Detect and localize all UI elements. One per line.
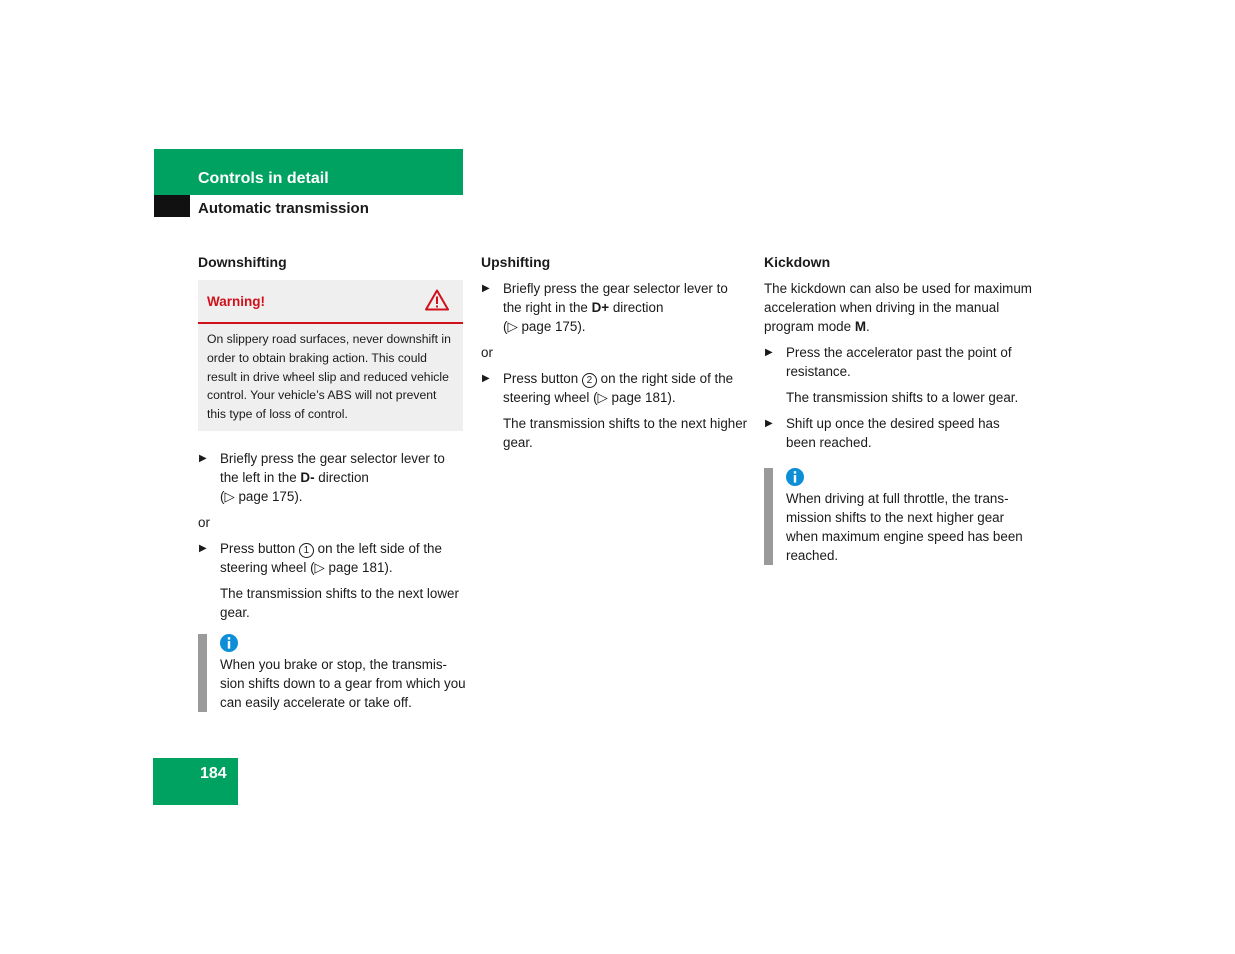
program-mode: M bbox=[854, 319, 866, 334]
result-text: The transmission shifts to the next lower gear. bbox=[220, 585, 459, 620]
list-item: ▶ Press button 2 on the right side of the steering wheel (▷ page 181). bbox=[482, 371, 734, 405]
or-text: or bbox=[198, 514, 210, 530]
column-downshifting bbox=[198, 252, 466, 712]
info-text: When driving at full throttle, the trans-mission shifts to the next higher gear when maximum engine speed has been reached. bbox=[786, 491, 1023, 563]
list-item: ▶ Shift up once the desired speed has been reached. bbox=[765, 416, 1000, 450]
or-text: or bbox=[481, 345, 493, 360]
info-bar bbox=[764, 468, 773, 565]
bullet-arrow-icon: ▶ bbox=[765, 418, 773, 429]
subsection-title: Automatic transmission bbox=[198, 200, 369, 217]
list-item: ▶ Press button 1 on the left side of the steering wheel (▷ page 181). bbox=[199, 540, 442, 575]
gear-direction: D- bbox=[300, 469, 315, 485]
button-number-badge: 1 bbox=[299, 543, 314, 558]
info-box bbox=[764, 468, 1032, 565]
list-item: ▶ Press the accelerator past the point of resistance. bbox=[765, 345, 1012, 379]
warning-header bbox=[198, 280, 463, 324]
gear-direction: D+ bbox=[591, 300, 610, 315]
section-title: Controls in detail bbox=[198, 170, 329, 187]
upshifting-heading: Upshifting bbox=[481, 254, 551, 270]
info-icon bbox=[220, 634, 238, 652]
button-number-badge: 2 bbox=[582, 373, 597, 388]
bullet-arrow-icon: ▶ bbox=[199, 542, 207, 554]
list-item: ▶ Briefly press the gear selector lever to the right in the D+ direction (▷ page 175). bbox=[482, 281, 728, 334]
bullet-arrow-icon: ▶ bbox=[765, 347, 773, 358]
page-number: 184 bbox=[200, 765, 227, 782]
column-kickdown bbox=[764, 252, 1032, 565]
info-box bbox=[198, 634, 466, 712]
bullet-arrow-icon: ▶ bbox=[482, 283, 490, 294]
section-marker bbox=[154, 195, 190, 217]
result-text: The transmission shifts to the next higher gear. bbox=[503, 416, 748, 450]
info-text: When you brake or stop, the transmis-sion shifts down to a gear from which you can easily accelerate or take off. bbox=[220, 656, 466, 710]
downshifting-heading: Downshifting bbox=[198, 254, 287, 270]
kickdown-intro: The kickdown can also be used for maximum acceleration when driving in the manual program mode M. bbox=[764, 281, 1032, 334]
kickdown-heading: Kickdown bbox=[764, 254, 831, 270]
warning-title: Warning! bbox=[207, 294, 265, 309]
bullet-arrow-icon: ▶ bbox=[482, 373, 490, 384]
list-item: ▶ Briefly press the gear selector lever to the left in the D- direction (▷ page 175). bbox=[199, 450, 445, 504]
warning-triangle-icon bbox=[425, 289, 449, 316]
info-icon bbox=[786, 468, 804, 486]
result-text: The transmission shifts to a lower gear. bbox=[786, 390, 1019, 405]
page-reference: (▷ page 175). bbox=[220, 488, 303, 504]
bullet-arrow-icon: ▶ bbox=[199, 452, 207, 464]
column-upshifting bbox=[481, 252, 749, 459]
info-bar bbox=[198, 634, 207, 712]
warning-text: On slippery road surfaces, never downshift in order to obtain braking action. This could result in drive wheel slip and reduced vehicle control. Your vehicle’s ABS will not prevent this type of loss of control. bbox=[207, 332, 451, 422]
warning-box bbox=[198, 280, 463, 431]
page-reference: (▷ page 175). bbox=[503, 319, 586, 334]
